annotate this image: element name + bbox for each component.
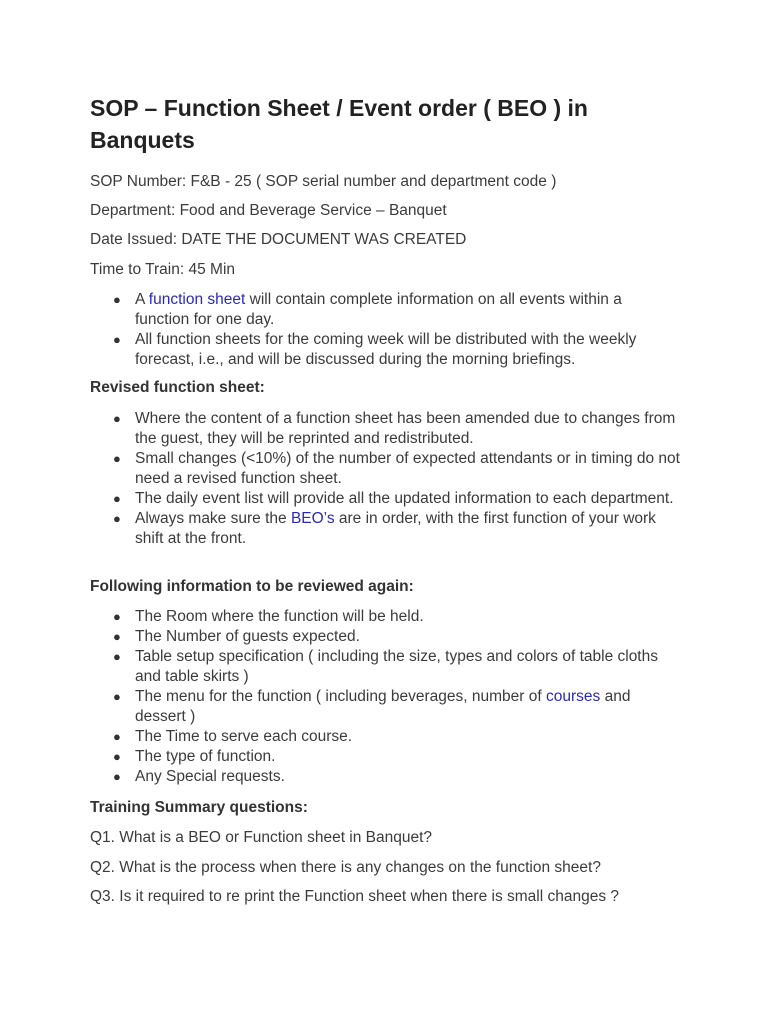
list-item — [90, 409, 680, 449]
list-item — [90, 767, 680, 787]
bullet-icon: ● — [113, 749, 121, 764]
list-item — [90, 747, 680, 767]
beos-link[interactable]: BEO’s — [290, 510, 335, 527]
bullet-icon: ● — [113, 649, 121, 664]
list-item — [90, 449, 680, 489]
list-item — [90, 330, 680, 370]
bullet-icon: ● — [113, 629, 121, 644]
list-item-text: The Time to serve each course. — [135, 728, 353, 745]
list-item-text: Table setup specification ( including the size, types and colors of table cloths and table skirts ) — [135, 648, 658, 685]
list-item — [90, 647, 680, 687]
department: Department: Food and Beverage Service – Banquet — [90, 202, 447, 219]
question-1: Q1. What is a BEO or Function sheet in Banquet? — [90, 829, 433, 846]
bullet-icon: ● — [113, 292, 121, 307]
list-item-text: The Number of guests expected. — [135, 628, 360, 645]
date-issued: Date Issued: DATE THE DOCUMENT WAS CREATED — [90, 231, 467, 248]
list-item-text: The type of function. — [135, 748, 276, 765]
bullet-icon: ● — [113, 332, 121, 347]
courses-link[interactable]: courses — [546, 688, 601, 705]
bullet-icon: ● — [113, 511, 121, 526]
list-item-text: The daily event list will provide all the updated information to each department. — [135, 490, 674, 507]
list-item — [90, 290, 680, 330]
review-heading: Following information to be reviewed again: — [90, 578, 414, 595]
summary-heading: Training Summary questions: — [90, 799, 308, 816]
list-item — [90, 607, 680, 627]
list-item-text-post: and dessert ) — [135, 688, 631, 725]
list-item-text-pre: The menu for the function ( including beverages, number of — [135, 688, 546, 705]
bullet-icon: ● — [113, 609, 121, 624]
list-item-text-post: will contain complete information on all events within a function for one day. — [135, 291, 622, 328]
revised-list — [90, 409, 680, 549]
list-item-text-pre: Always make sure the — [135, 510, 291, 527]
list-item — [90, 727, 680, 747]
list-item-text-post: are in order, with the first function of your work shift at the front. — [135, 510, 656, 547]
list-item-text: Small changes (<10%) of the number of expected attendants or in timing do not need a revised function sheet. — [135, 450, 680, 487]
revised-heading: Revised function sheet: — [90, 379, 265, 396]
bullet-icon: ● — [113, 729, 121, 744]
question-3: Q3. Is it required to re print the Function sheet when there is small changes ? — [90, 888, 619, 905]
time-to-train: Time to Train: 45 Min — [90, 261, 236, 278]
bullet-icon: ● — [113, 491, 121, 506]
list-item — [90, 509, 680, 549]
bullet-icon: ● — [113, 689, 121, 704]
list-item-text: Where the content of a function sheet has been amended due to changes from the guest, they will be reprinted and redistributed. — [135, 410, 676, 447]
review-list — [90, 607, 680, 787]
bullet-icon: ● — [113, 411, 121, 426]
list-item — [90, 627, 680, 647]
intro-list — [90, 290, 680, 370]
list-item — [90, 489, 680, 509]
bullet-icon: ● — [113, 769, 121, 784]
bullet-icon: ● — [113, 451, 121, 466]
sop-number: SOP Number: F&B - 25 ( SOP serial number and department code ) — [90, 173, 557, 190]
list-item-text-pre: A — [135, 291, 149, 308]
list-item-text: Any Special requests. — [135, 768, 285, 785]
list-item-text: All function sheets for the coming week will be distributed with the weekly forecast, i.e., and will be discussed during the morning briefings. — [135, 331, 637, 368]
list-item — [90, 687, 680, 727]
list-item-text: The Room where the function will be held. — [135, 608, 424, 625]
page-title: SOP – Function Sheet / Event order ( BEO ) in Banquets — [90, 95, 588, 153]
function-sheet-link[interactable]: function sheet — [148, 291, 246, 308]
question-2: Q2. What is the process when there is any changes on the function sheet? — [90, 859, 601, 876]
